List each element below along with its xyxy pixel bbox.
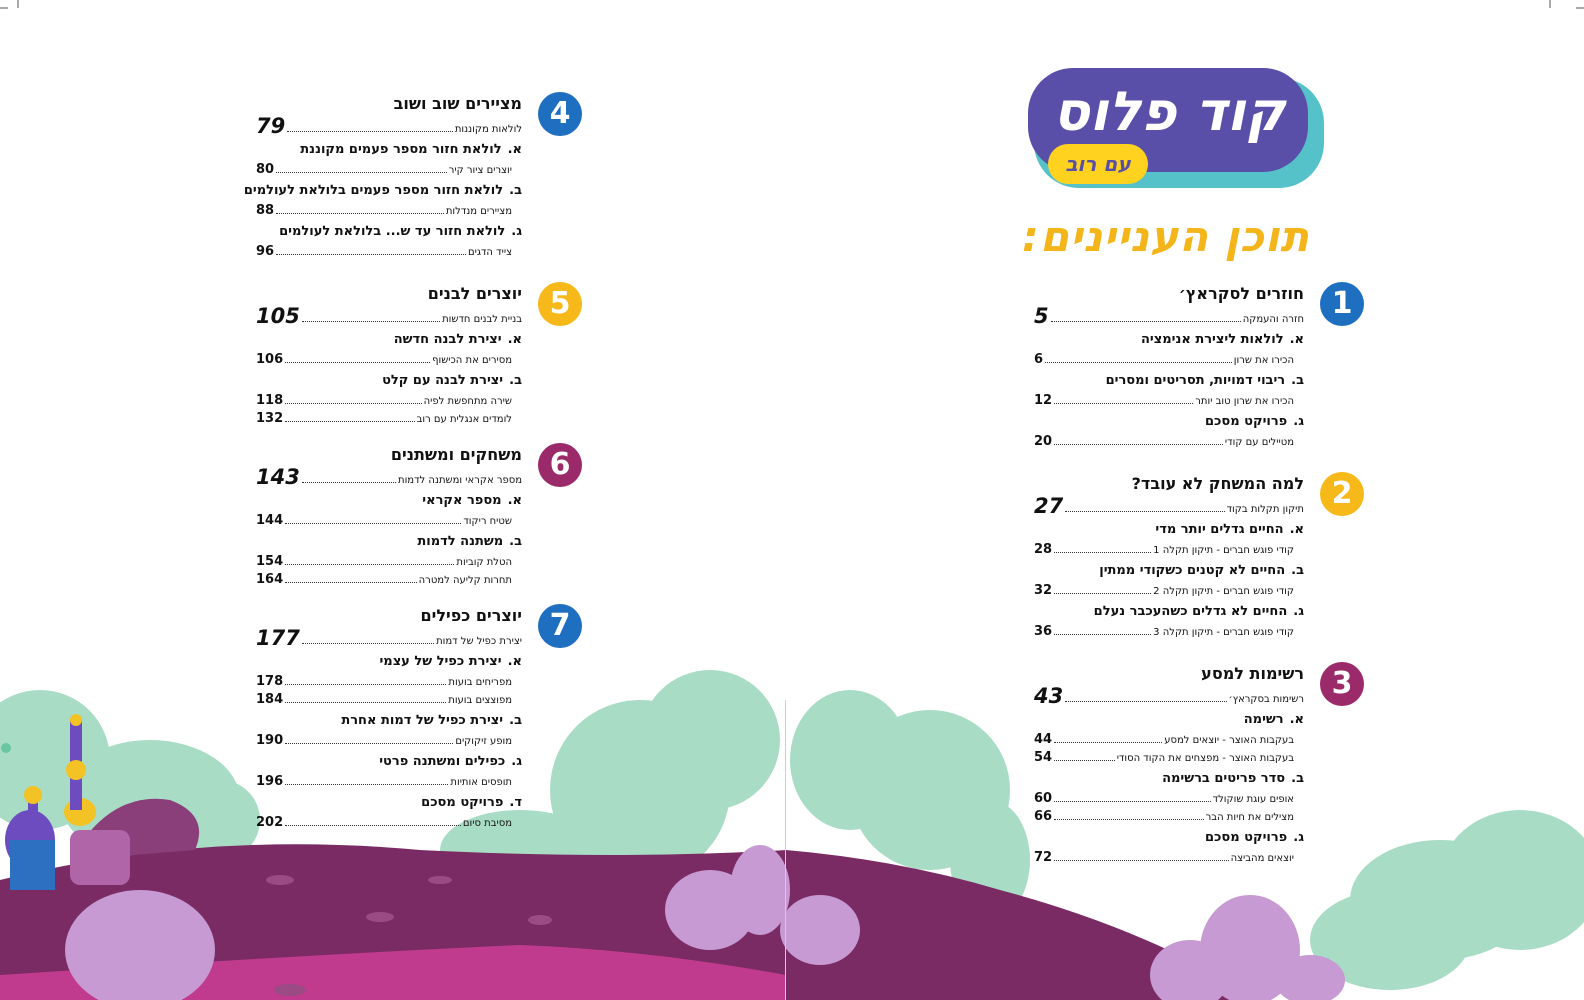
- chapter-4: [243, 92, 582, 260]
- section: [1034, 520, 1304, 558]
- section-letter: א.: [1289, 522, 1304, 537]
- section-title-text: רשימה: [1243, 712, 1284, 727]
- section-title-text: יצירת לבנה עם קלט: [382, 373, 504, 388]
- section: [256, 371, 522, 427]
- section-item: [256, 570, 522, 588]
- section-item: [1034, 748, 1304, 766]
- section-item-text: מפריחים בועות: [448, 677, 512, 688]
- chapter-subtitle: מספר אקראי ומשתנה לדמות: [398, 475, 522, 486]
- section-title[interactable]: [1034, 330, 1304, 350]
- chapter-page-number: 177: [256, 626, 300, 650]
- section-letter: א.: [1289, 712, 1304, 727]
- section: [1034, 828, 1304, 866]
- section-title-text: החיים לא גדלים כשהעכבר נעלם: [1093, 604, 1288, 619]
- page-fold: [785, 700, 786, 1000]
- chapter-title[interactable]: יוצרים לבנים: [427, 284, 522, 303]
- section-title-text: לולאות ליצירת אנימציה: [1140, 332, 1284, 347]
- section-title[interactable]: [256, 752, 522, 772]
- section-item-page-number: 12: [1034, 393, 1053, 408]
- chapter-number-badge: 6: [538, 443, 582, 487]
- section: [1034, 561, 1304, 599]
- dot-leader: [1054, 760, 1115, 761]
- chapter-page-number: 143: [256, 465, 300, 489]
- section-title[interactable]: [256, 652, 522, 672]
- dot-leader: [285, 421, 414, 422]
- section-item-page-number: 178: [256, 674, 284, 689]
- section-letter: ב.: [509, 534, 522, 549]
- section-letter: ג.: [511, 754, 522, 769]
- section: [1034, 412, 1304, 450]
- section-item-page-number: 6: [1034, 352, 1044, 367]
- chapter-subtitle: יצירת כפיל של דמות: [436, 636, 522, 647]
- section-title[interactable]: [1034, 561, 1304, 581]
- toc-left-column: [243, 92, 582, 831]
- chapter-title[interactable]: למה המשחק לא עובד?: [1131, 474, 1304, 493]
- chapter-number-badge: 1: [1320, 282, 1364, 326]
- section-letter: ב.: [1291, 771, 1304, 786]
- chapter-3: [1034, 662, 1364, 866]
- chapter-page-number: 27: [1034, 494, 1064, 518]
- chapter-number-badge: 5: [538, 282, 582, 326]
- chapter-title[interactable]: משחקים ומשתנים: [390, 445, 522, 464]
- section: [256, 491, 522, 529]
- section-item-text: מופע זיקוקים: [455, 736, 512, 747]
- chapter-row: [256, 305, 522, 327]
- section-item-page-number: 28: [1034, 542, 1053, 557]
- section-item-text: מצילים את חיות הבר: [1205, 812, 1294, 823]
- section-item: [256, 672, 522, 690]
- section-item: [1034, 391, 1304, 409]
- dot-leader: [285, 825, 461, 826]
- toc-heading: תוכן העניינים:: [1022, 212, 1310, 261]
- section: [243, 181, 522, 219]
- section: [256, 711, 522, 749]
- section-item: [1034, 350, 1304, 368]
- section-item-text: תחרות קליעה למטרה: [418, 575, 512, 586]
- section-item-text: קודי פוגש חברים - תיקון תקלה 3: [1153, 627, 1294, 638]
- section-title[interactable]: [256, 532, 522, 552]
- section-title-text: לולאת חזור מספר פעמים בלולאת לעולמים: [243, 183, 504, 198]
- dot-leader: [285, 743, 453, 744]
- dot-leader: [1054, 801, 1211, 802]
- section-item-page-number: 80: [256, 162, 275, 177]
- section-letter: ג.: [1293, 604, 1304, 619]
- toc-right-column: [1034, 282, 1364, 866]
- section-letter: ג.: [511, 224, 522, 239]
- section: [256, 752, 522, 790]
- dot-leader: [285, 403, 422, 404]
- section-item: [256, 409, 522, 427]
- chapter-number-badge: 3: [1320, 662, 1364, 706]
- dot-leader: [285, 564, 454, 565]
- section-item: [256, 552, 522, 570]
- section: [256, 652, 522, 708]
- section-item: [256, 242, 522, 260]
- section-title[interactable]: [1034, 769, 1304, 789]
- section-item-text: בעקבות האוצר - יוצאים למסע: [1164, 735, 1294, 746]
- chapter-subtitle: בניית לבנים חדשות: [442, 314, 522, 325]
- section-item-page-number: 164: [256, 572, 284, 587]
- section-item-page-number: 44: [1034, 732, 1053, 747]
- section-item-text: מטיילים עם קודי: [1224, 437, 1294, 448]
- section-title-text: לולאת חזור עד ש... בלולאת לעולמים: [279, 224, 506, 239]
- section: [256, 140, 522, 178]
- chapter-row: [256, 466, 522, 488]
- section-title[interactable]: [1034, 710, 1304, 730]
- chapter-page-number: 43: [1034, 684, 1064, 708]
- chapter-number-badge: 2: [1320, 472, 1364, 516]
- chapter-row: [256, 115, 522, 137]
- section-item: [1034, 789, 1304, 807]
- section: [256, 532, 522, 588]
- section-item-text: מציירים מנדלות: [445, 206, 512, 217]
- section-item-text: יוצאים מהביצה: [1230, 853, 1294, 864]
- section-item-text: יוצרים ציור קיר: [448, 165, 512, 176]
- section-item-page-number: 54: [1034, 750, 1053, 765]
- section-item-text: מסיבת סיום: [462, 818, 512, 829]
- section-item-page-number: 106: [256, 352, 284, 367]
- section-title[interactable]: [1034, 371, 1304, 391]
- section-item-text: אופים עוגת שוקולד: [1212, 794, 1294, 805]
- section-letter: א.: [1289, 332, 1304, 347]
- section-item-text: שירה מתחפשת לפיה: [423, 396, 512, 407]
- section-letter: ג.: [1293, 830, 1304, 845]
- dot-leader: [285, 362, 430, 363]
- dot-leader: [285, 582, 417, 583]
- dot-leader: [285, 702, 446, 703]
- section-item-page-number: 20: [1034, 434, 1053, 449]
- section-item-page-number: 96: [256, 244, 275, 259]
- section-item-page-number: 66: [1034, 809, 1053, 824]
- section-item: [256, 511, 522, 529]
- chapter-title[interactable]: מציירים שוב ושוב: [393, 94, 522, 113]
- section-item-text: לומדים אנגלית עם רוב: [416, 414, 512, 425]
- chapter-page-number: 79: [256, 114, 286, 138]
- section-letter: א.: [507, 493, 522, 508]
- section-item-page-number: 190: [256, 733, 284, 748]
- dot-leader: [1054, 552, 1151, 553]
- section-title-text: פרויקט מסכם: [1204, 830, 1288, 845]
- section-item-page-number: 32: [1034, 583, 1053, 598]
- section: [256, 222, 522, 260]
- section-letter: א.: [507, 654, 522, 669]
- section: [1034, 602, 1304, 640]
- dot-leader: [302, 321, 440, 322]
- section-item: [256, 350, 522, 368]
- section-letter: ב.: [509, 183, 522, 198]
- section-item: [1034, 581, 1304, 599]
- section-item: [1034, 540, 1304, 558]
- section-title-text: מספר אקראי: [422, 493, 502, 508]
- section-item-page-number: 132: [256, 411, 284, 426]
- section-title[interactable]: [256, 330, 522, 350]
- section-title[interactable]: [256, 371, 522, 391]
- section-title[interactable]: [256, 140, 522, 160]
- logo-badge: עם רוב: [1065, 152, 1131, 176]
- chapter-5: [256, 282, 582, 427]
- section-item-page-number: 36: [1034, 624, 1053, 639]
- section-letter: א.: [507, 332, 522, 347]
- chapter-row: [256, 627, 522, 649]
- section-item: [256, 690, 522, 708]
- dot-leader: [1054, 403, 1193, 404]
- logo: [1024, 60, 1324, 200]
- section-item-page-number: 184: [256, 692, 284, 707]
- dot-leader: [1051, 321, 1241, 322]
- dot-leader: [276, 172, 447, 173]
- dot-leader: [1054, 742, 1162, 743]
- dot-leader: [1054, 634, 1151, 635]
- section-item: [256, 731, 522, 749]
- section-item-text: הכירו את שרון טוב יותר: [1195, 396, 1294, 407]
- section-item-page-number: 196: [256, 774, 284, 789]
- section-title-text: החיים לא קטנים כשקודי ממתין: [1099, 563, 1286, 578]
- chapter-number-badge: 4: [538, 92, 582, 136]
- section-title[interactable]: [256, 491, 522, 511]
- dot-leader: [1054, 860, 1228, 861]
- section-letter: ב.: [509, 713, 522, 728]
- logo-title: קוד פלוס: [1052, 80, 1286, 143]
- dot-leader: [302, 482, 396, 483]
- section-item: [1034, 848, 1304, 866]
- dot-leader: [1054, 593, 1151, 594]
- crop-marks: [0, 0, 1584, 8]
- section-item-text: הטלת קוביות: [456, 557, 512, 568]
- section: [1034, 710, 1304, 766]
- section-letter: ג.: [1293, 414, 1304, 429]
- section-title[interactable]: [1034, 828, 1304, 848]
- section-item: [256, 391, 522, 409]
- section-item: [1034, 432, 1304, 450]
- section-title[interactable]: [1034, 412, 1304, 432]
- section-item: [256, 201, 522, 219]
- section-item-text: הכירו את שרון: [1233, 355, 1294, 366]
- section-item: [256, 160, 522, 178]
- section-item-page-number: 202: [256, 815, 284, 830]
- section-title[interactable]: [1034, 520, 1304, 540]
- section-item: [1034, 622, 1304, 640]
- section-item-text: מסירים את הכישוף: [432, 355, 512, 366]
- section-title-text: כפילים ומשתנה פרטי: [379, 754, 506, 769]
- dot-leader: [276, 213, 444, 214]
- chapter-page-number: 5: [1034, 304, 1049, 328]
- section-item-page-number: 118: [256, 393, 284, 408]
- chapter-subtitle: תיקון תקלות בקוד: [1226, 504, 1304, 515]
- dot-leader: [1065, 511, 1224, 512]
- section-title-text: לולאת חזור מספר פעמים מקוננת: [300, 142, 502, 157]
- chapter-7: [256, 604, 582, 831]
- section-item-text: תופסים אותיות: [450, 777, 512, 788]
- section-letter: ד.: [509, 795, 522, 810]
- section-item-text: קודי פוגש חברים - תיקון תקלה 2: [1153, 586, 1294, 597]
- section-item-text: קודי פוגש חברים - תיקון תקלה 1: [1153, 545, 1294, 556]
- chapter-1: [1034, 282, 1364, 450]
- dot-leader: [302, 643, 434, 644]
- chapter-subtitle: רשימות בסקראץ׳: [1228, 694, 1304, 705]
- dot-leader: [285, 784, 448, 785]
- section-title-text: יצירת כפיל של דמות אחרת: [341, 713, 504, 728]
- section: [256, 793, 522, 831]
- section-title-text: יצירת כפיל של עצמי: [379, 654, 502, 669]
- section-item-page-number: 154: [256, 554, 284, 569]
- section-item-text: מפוצצים בועות: [448, 695, 512, 706]
- section-title[interactable]: [256, 222, 522, 242]
- dot-leader: [276, 254, 466, 255]
- chapter-subtitle: חזרה והעמקה: [1242, 314, 1304, 325]
- section: [1034, 769, 1304, 825]
- section-item-text: בעקבות האוצר - מפצחים את הקוד הסודי: [1116, 753, 1294, 764]
- section-letter: א.: [507, 142, 522, 157]
- section-letter: ב.: [1291, 563, 1304, 578]
- chapter-page-number: 105: [256, 304, 300, 328]
- section-title-text: פרויקט מסכם: [421, 795, 504, 810]
- section-item: [256, 813, 522, 831]
- section-title[interactable]: [256, 711, 522, 731]
- section-title-text: סדר פריטים ברשימה: [1162, 771, 1286, 786]
- chapter-2: [1034, 472, 1364, 640]
- dot-leader: [1065, 701, 1226, 702]
- section: [1034, 330, 1304, 368]
- chapter-6: [256, 443, 582, 588]
- chapter-subtitle: לולאות מקוננות: [454, 124, 522, 135]
- section-item-text: צייד הדגים: [467, 247, 512, 258]
- dot-leader: [285, 523, 461, 524]
- section-item: [1034, 730, 1304, 748]
- section-title-text: יצירת לבנה חדשה: [393, 332, 502, 347]
- dot-leader: [1054, 819, 1204, 820]
- section-title[interactable]: [256, 793, 522, 813]
- section-item-page-number: 144: [256, 513, 284, 528]
- section-title[interactable]: [243, 181, 522, 201]
- section-title[interactable]: [1034, 602, 1304, 622]
- section-item: [1034, 807, 1304, 825]
- section: [256, 330, 522, 368]
- dot-leader: [1045, 362, 1232, 363]
- chapter-title[interactable]: רשימות למסע: [1201, 664, 1304, 683]
- section-item: [256, 772, 522, 790]
- section-title-text: משתנה לדמות: [417, 534, 504, 549]
- chapter-number-badge: 7: [538, 604, 582, 648]
- chapter-row: [1034, 495, 1304, 517]
- chapter-title[interactable]: יוצרים כפילים: [420, 606, 522, 625]
- section-letter: ב.: [509, 373, 522, 388]
- dot-leader: [1054, 444, 1223, 445]
- section-title-text: ריבוי דמויות, תסריטים ומסרים: [1105, 373, 1286, 388]
- section-item-page-number: 88: [256, 203, 275, 218]
- dot-leader: [285, 684, 446, 685]
- section-item-page-number: 60: [1034, 791, 1053, 806]
- section-letter: ב.: [1291, 373, 1304, 388]
- chapter-row: [1034, 305, 1304, 327]
- section-item-text: שטיח ריקוד: [463, 516, 512, 527]
- section-item-page-number: 72: [1034, 850, 1053, 865]
- chapter-title[interactable]: חוזרים לסקראץ׳: [1178, 284, 1304, 303]
- chapter-row: [1034, 685, 1304, 707]
- dot-leader: [287, 131, 453, 132]
- section-title-text: החיים גדלים יותר מדי: [1155, 522, 1284, 537]
- section: [1034, 371, 1304, 409]
- section-title-text: פרויקט מסכם: [1204, 414, 1288, 429]
